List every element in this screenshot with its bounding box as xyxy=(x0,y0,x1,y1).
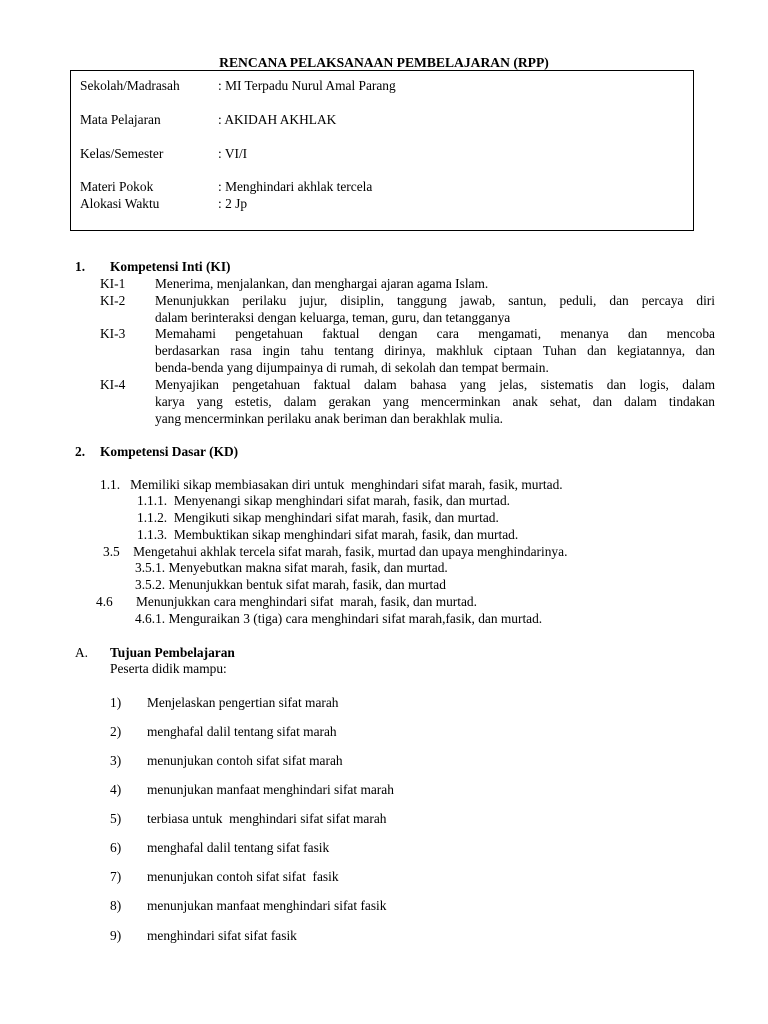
kd-line: 1.1.1. Menyenangi sikap menghindari sifat marah, fasik, dan murtad. xyxy=(137,493,510,508)
identity-label-school: Sekolah/Madrasah xyxy=(80,78,180,93)
tujuan-item: menghindari sifat sifat fasik xyxy=(147,928,297,943)
tujuan-heading: Tujuan Pembelajaran xyxy=(110,645,235,660)
identity-value-subject: : AKIDAH AKHLAK xyxy=(218,112,337,127)
tujuan-num: 9) xyxy=(110,928,122,943)
ki-code: KI-3 xyxy=(100,326,126,341)
identity-value-class: : VI/I xyxy=(218,146,248,161)
document-title: RENCANA PELAKSANAAN PEMBELAJARAN (RPP) xyxy=(219,55,549,70)
ki-number: 1. xyxy=(75,259,86,274)
kd-line: 3.5.2. Menunjukkan bentuk sifat marah, fasik, dan murtad xyxy=(135,577,446,592)
tujuan-num: 3) xyxy=(110,753,122,768)
ki-item-text xyxy=(155,376,715,427)
tujuan-item: menunjukan contoh sifat sifat fasik xyxy=(147,869,339,884)
kd-line: 4.6.1. Menguraikan 3 (tiga) cara menghindari sifat marah,fasik, dan murtad. xyxy=(135,611,543,626)
identity-value-school: : MI Terpadu Nurul Amal Parang xyxy=(218,78,396,93)
kd-line: 1.1.3. Membuktikan sikap menghindari sifat marah, fasik, dan murtad. xyxy=(137,527,519,542)
tujuan-item: menghafal dalil tentang sifat fasik xyxy=(147,840,330,855)
ki-heading: Kompetensi Inti (KI) xyxy=(110,259,231,274)
identity-value-topic: : Menghindari akhlak tercela xyxy=(218,179,373,194)
tujuan-num: 6) xyxy=(110,840,122,855)
identity-value-time: : 2 Jp xyxy=(218,196,248,211)
ki-item-text xyxy=(155,275,715,292)
identity-label-topic: Materi Pokok xyxy=(80,179,154,194)
ki-line: yang mencerminkan perilaku anak beriman dan berakhlak mulia. xyxy=(155,411,504,426)
tujuan-letter: A. xyxy=(75,645,89,660)
tujuan-num: 2) xyxy=(110,724,122,739)
tujuan-item: menunjukan contoh sifat sifat marah xyxy=(147,753,343,768)
ki-line: berdasarkan rasa ingin tahu tentang dirinya, makhluk ciptaan Tuhan dan kegiatannya, dan xyxy=(155,343,715,358)
kd-line: 3.5.1. Menyebutkan makna sifat marah, fasik, dan murtad. xyxy=(135,560,448,575)
kd-line: Menunjukkan cara menghindari sifat marah, fasik, dan murtad. xyxy=(136,594,477,609)
identity-label-subject: Mata Pelajaran xyxy=(80,112,161,127)
ki-item-text xyxy=(155,292,715,326)
tujuan-num: 1) xyxy=(110,695,122,710)
ki-code: KI-2 xyxy=(100,293,126,308)
ki-code: KI-1 xyxy=(100,276,126,291)
ki-line: Menunjukkan perilaku jujur, disiplin, tanggung jawab, santun, peduli, dan percaya diri xyxy=(155,293,715,308)
tujuan-item: terbiasa untuk menghindari sifat sifat marah xyxy=(147,811,387,826)
ki-item-text xyxy=(155,325,715,376)
ki-line: Menerima, menjalankan, dan menghargai ajaran agama Islam. xyxy=(155,276,489,291)
tujuan-intro: Peserta didik mampu: xyxy=(110,661,227,676)
identity-box xyxy=(70,70,694,231)
tujuan-num: 5) xyxy=(110,811,122,826)
ki-line: Menyajikan pengetahuan faktual dalam bahasa yang jelas, sistematis dan logis, dalam xyxy=(155,377,715,392)
identity-label-class: Kelas/Semester xyxy=(80,146,164,161)
ki-line: karya yang estetis, dalam gerakan yang mencerminkan anak sehat, dan dalam tindakan xyxy=(155,394,715,409)
tujuan-item: menunjukan manfaat menghindari sifat fasik xyxy=(147,898,387,913)
kd-number: 2. xyxy=(75,444,86,459)
tujuan-num: 8) xyxy=(110,898,122,913)
tujuan-item: menghafal dalil tentang sifat marah xyxy=(147,724,337,739)
kd-line: 1.1.2. Mengikuti sikap menghindari sifat marah, fasik, dan murtad. xyxy=(137,510,499,525)
ki-line: dalam berinteraksi dengan keluarga, teman, guru, dan tetangganya xyxy=(155,310,511,325)
kd-line: 1.1. Memiliki sikap membiasakan diri untuk menghindari sifat marah, fasik, murtad. xyxy=(100,477,563,492)
kd-code: 4.6 xyxy=(96,594,113,609)
tujuan-item: menunjukan manfaat menghindari sifat marah xyxy=(147,782,394,797)
tujuan-num: 4) xyxy=(110,782,122,797)
identity-label-time: Alokasi Waktu xyxy=(80,196,160,211)
kd-line: 3.5 Mengetahui akhlak tercela sifat marah, fasik, murtad dan upaya menghindarinya. xyxy=(103,544,568,559)
tujuan-num: 7) xyxy=(110,869,122,884)
tujuan-item: Menjelaskan pengertian sifat marah xyxy=(147,695,339,710)
ki-line: Memahami pengetahuan faktual dengan cara mengamati, menanya dan mencoba xyxy=(155,326,715,341)
ki-code: KI-4 xyxy=(100,377,126,392)
ki-line: benda-benda yang dijumpainya di rumah, di sekolah dan tempat bermain. xyxy=(155,360,549,375)
kd-heading: Kompetensi Dasar (KD) xyxy=(100,444,239,459)
